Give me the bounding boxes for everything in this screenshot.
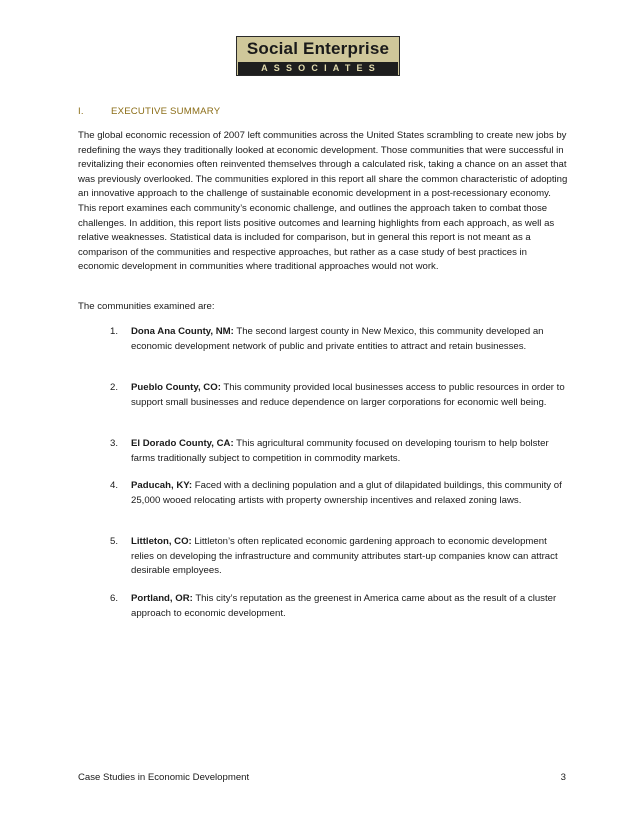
footer-title: Case Studies in Economic Development	[78, 772, 250, 783]
item-number: 1.	[110, 326, 119, 337]
section-title: EXECUTIVE SUMMARY	[111, 106, 221, 117]
item-name: Paducah, KY:	[131, 480, 193, 491]
company-logo	[236, 36, 400, 76]
section-number: I.	[78, 106, 84, 117]
section-heading	[78, 106, 220, 117]
item-text: This community provided local businesses access to public resources in order to support small businesses and reduce dependence on larger corporations for economic well being.	[131, 382, 565, 408]
logo-tagline: ASSOCIATES	[238, 62, 398, 75]
list-item	[110, 381, 566, 410]
page-footer	[78, 772, 566, 783]
item-number: 5.	[110, 536, 119, 547]
item-text: Littleton’s often replicated economic gardening approach to economic development relies on developing the infrastructure and community attributes start-up companies know can attract desirable employees.	[131, 536, 558, 577]
item-name: Littleton, CO:	[131, 536, 192, 547]
list-item	[110, 592, 566, 621]
item-number: 3.	[110, 438, 119, 449]
item-name: Portland, OR:	[131, 593, 193, 604]
item-text: This city’s reputation as the greenest in America came about as the result of a cluster approach to economic development.	[131, 593, 557, 619]
logo-name: Social Enterprise	[246, 39, 390, 58]
list-item	[110, 437, 566, 466]
item-name: El Dorado County, CA:	[131, 438, 234, 449]
item-text: The second largest county in New Mexico, this community developed an economic development network of public and private entities to attract and retain businesses.	[131, 326, 544, 352]
summary-paragraph: The global economic recession of 2007 left communities across the United States scrambling to create new jobs by redefining the ways they traditionally looked at economic development. Those communities that were successful in revitalizing their economies often reinvented themselves through a calculated risk, taking a chance on an asset that was previously overlooked. The communities explored in this report all share the common characteristic of adopting an innovative approach to the challenge of sustainable economic development in a post-recessionary economy. This report examines each community’s economic challenge, and outlines the approach taken to combat those challenges. In addition, this report lists positive outcomes and learning highlights from each approach, as well as relative weaknesses. Statistical data is included for comparison, but in general this report is not meant as a comparison of the communities and respective approaches, but rather as a case study of best practices in economic development in communities where traditional approaches would not work.	[78, 130, 568, 273]
item-name: Pueblo County, CO:	[131, 382, 221, 393]
list-item	[110, 535, 566, 579]
item-name: Dona Ana County, NM:	[131, 326, 234, 337]
item-number: 6.	[110, 593, 119, 604]
list-item	[110, 479, 566, 508]
list-item	[110, 325, 566, 354]
item-number: 4.	[110, 480, 119, 491]
page-number: 3	[560, 772, 566, 783]
item-text: Faced with a declining population and a glut of dilapidated buildings, this community of 25,000 wooed relocating artists with property ownership incentives and relaxed zoning laws.	[131, 480, 562, 506]
item-text: This agricultural community focused on developing tourism to help bolster farms traditionally subject to competition in commodity markets.	[131, 438, 549, 464]
intro-paragraph: The communities examined are:	[78, 301, 215, 312]
item-number: 2.	[110, 382, 119, 393]
